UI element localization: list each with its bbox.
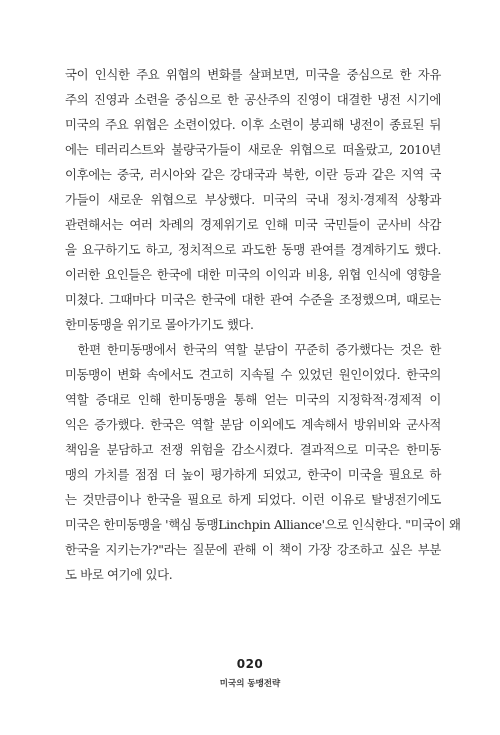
text-line: 가들이 새로운 위협으로 부상했다. 미국의 국내 정치·경제적 상황과 (65, 192, 441, 207)
text-line: 는 것만큼이나 한국을 필요로 하게 되었다. 이런 이유로 탈냉전기에도 (65, 492, 441, 507)
body-text (65, 62, 461, 587)
text-line: 역할 증대로 인해 한미동맹을 통해 얻는 미국의 지정학적·경제적 이 (65, 392, 441, 407)
text-line: 한국을 지키는가?"라는 질문에 관해 이 책이 가장 강조하고 싶은 부분 (65, 542, 441, 557)
page-number: 020 (236, 657, 264, 671)
text-line: 한미동맹을 위기로 몰아가기도 했다. (65, 317, 254, 332)
text-line: 미국은 한미동맹을 '핵심 동맹Linchpin Alliance'으로 인식한다. "미국이 왜 (65, 517, 461, 532)
text-line: 익은 증가했다. 한국은 역할 분담 이외에도 계속해서 방위비와 군사적 (65, 417, 441, 432)
text-line: 이러한 요인들은 한국에 대한 미국의 이익과 비용, 위협 인식에 영향을 (65, 267, 441, 282)
text-line: 책임을 분담하고 전쟁 위험을 감소시켰다. 결과적으로 미국은 한미동 (65, 442, 441, 457)
text-line: 관련해서는 여러 차례의 경제위기로 인해 미국 국민들이 군사비 삭감 (65, 217, 441, 232)
paragraph-2 (65, 337, 461, 587)
text-line: 을 요구하기도 하고, 정치적으로 과도한 동맹 관여를 경계하기도 했다. (65, 242, 441, 257)
text-line: 미쳤다. 그때마다 미국은 한국에 대한 관여 수준을 조정했으며, 때로는 (65, 292, 441, 307)
paragraph-1 (65, 62, 441, 337)
text-line: 도 바로 여기에 있다. (65, 567, 173, 582)
text-line: 미동맹이 변화 속에서도 견고히 지속될 수 있었던 원인이었다. 한국의 (65, 367, 441, 382)
text-line: 주의 진영과 소련을 중심으로 한 공산주의 진영이 대결한 냉전 시기에 (65, 92, 441, 107)
text-line: 맹의 가치를 점점 더 높이 평가하게 되었고, 한국이 미국을 필요로 하 (65, 467, 441, 482)
text-line: 미국의 주요 위협은 소련이었다. 이후 소련이 붕괴해 냉전이 종료된 뒤 (65, 117, 441, 132)
text-line: 국이 인식한 주요 위협의 변화를 살펴보면, 미국을 중심으로 한 자유 (65, 67, 441, 82)
text-line: 한편 한미동맹에서 한국의 역할 분담이 꾸준히 증가했다는 것은 한 (65, 342, 441, 357)
text-line: 에는 테러리스트와 불량국가들이 새로운 위협으로 떠올랐고, 2010년 (65, 142, 441, 157)
text-line: 이후에는 중국, 러시아와 같은 강대국과 북한, 이란 등과 같은 지역 국 (65, 167, 441, 182)
running-footer-title: 미국의 동맹전략 (219, 679, 281, 689)
